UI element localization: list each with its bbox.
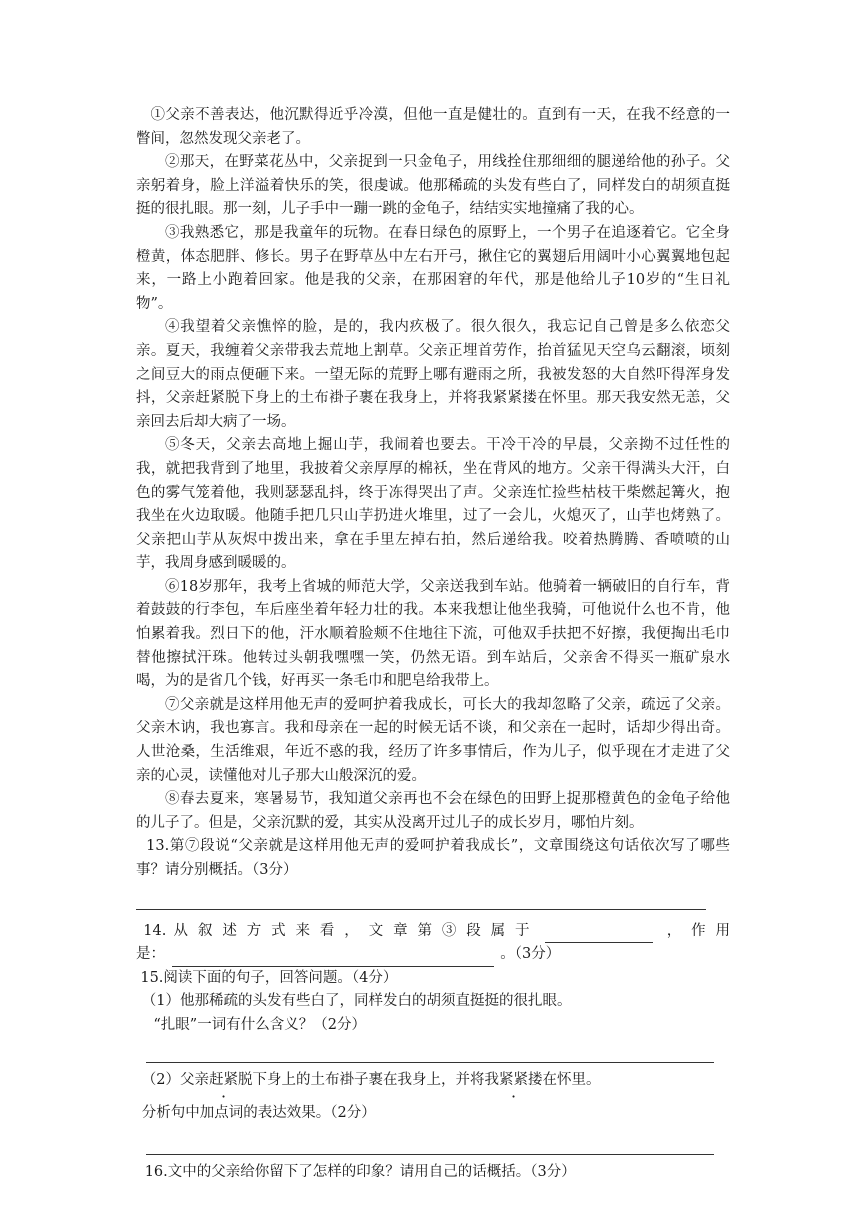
question-15-2-sentence — [136, 1069, 730, 1093]
paragraph-1: ①父亲不善表达，他沉默得近乎冷漠，但他一直是健壮的。直到有一天，在我不经意的一瞥间，忽然发现父亲老了。 — [136, 107, 730, 147]
question-15-2-question: 分析句中加点词的表达效果。（2分） — [141, 1105, 376, 1122]
paragraph-6: ⑥18岁那年，我考上省城的师范大学，父亲送我到车站。他骑着一辆破旧的自行车，背着鼓鼓的行李包，车后座坐着年轻力壮的我。本来我想让他坐我骑，可他说什么也不肯，他怕累着我。烈日下的他，汗水顺着脸颊不住地往下流，可他双手扶把不好擦，我便掏出毛巾替他擦拭汗珠。他转过头朝我嘿嘿一笑，仍然无语。到车站后，父亲舍不得买一瓶矿泉水喝，为的是省几个钱，好再买一条毛巾和肥皂给我带上。 — [136, 578, 730, 690]
question-14-text-4: 。（3分） — [500, 946, 561, 963]
question-15-2-post: 搂在怀里。 — [528, 1071, 601, 1088]
paragraph-7: ⑦父亲就是这样用他无声的爱呵护着我成长，可长大的我却忽略了父亲，疏远了父亲。父亲木讷，我也寡言。我和母亲在一起的时候无话不谈，和父亲在一起时，话却少得出奇。人世沧桑，生活维艰，年近不惑的我，经历了许多事情后，作为儿子，似乎现在才走进了父亲的心灵，读懂他对儿子那大山般深沉的爱。 — [136, 696, 730, 784]
paragraph-3: ③我熟悉它，那是我童年的玩物。在春日绿色的原野上，一个男子在追逐着它。它全身橙黄，体态肥胖、修长。男子在野草丛中左右开弓，揪住它的翼翅后用阔叶小心翼翼地包起来，一路上小跑着回家。他是我的父亲，在那困窘的年代，那是他给儿子10岁的“生日礼物”。 — [136, 224, 730, 312]
question-16: 16.文中的父亲给你留下了怎样的印象？请用自己的话概括。（3分） — [144, 1163, 576, 1180]
document-body — [136, 104, 730, 1184]
question-15-1-question: “扎眼”一词有什么含义？（2分） — [153, 1016, 366, 1033]
question-14-text-2: ， 作 用 — [666, 922, 731, 939]
question-15-2-mid: 脱下身上的土布褂子裹在我身上，并将我 — [238, 1071, 500, 1088]
dotted-word-1: 赶紧 — [209, 1071, 239, 1088]
paragraph-2: ②那天，在野菜花丛中，父亲捉到一只金龟子，用线拴住那细细的腿递给他的孙子。父亲躬着身，脸上洋溢着快乐的笑，很虔诚。他那稀疏的头发有些白了，同样发白的胡须直挺挺的很扎眼。那一刻，儿子手中一蹦一跳的金龟子，结结实实地撞痛了我的心。 — [136, 154, 730, 218]
answer-line-13[interactable] — [136, 891, 706, 910]
emphasis-dot-word-1 — [209, 1069, 238, 1093]
question-15-2-pre: （2）父亲 — [141, 1071, 210, 1088]
question-15-1-sentence: （1）他那稀疏的头发有些白了，同样发白的胡须直挺挺的很扎眼。 — [141, 993, 572, 1010]
dotted-word-2: 紧紧 — [499, 1071, 529, 1088]
paragraph-5: ⑤冬天，父亲去高地上掘山芋，我闹着也要去。干冷干冷的早晨，父亲拗不过任性的我，就把我背到了地里，我披着父亲厚厚的棉袄，坐在背风的地方。父亲干得满头大汗，白色的雾气笼着他，我则瑟瑟乱抖，终于冻得哭出了声。父亲连忙捡些枯枝干柴燃起篝火，抱我坐在火边取暖。他随手把几只山芋扔进火堆里，过了一会儿，火熄灭了，山芋也烤熟了。父亲把山芋从灰烬中拨出来，拿在手里左掉右拍，然后递给我。咬着热腾腾、香喷喷的山芋，我周身感到暖暖的。 — [136, 437, 730, 572]
emphasis-dot-word-2 — [499, 1069, 528, 1093]
paragraph-8: ⑧春去夏来，寒暑易节，我知道父亲再也不会在绿色的田野上捉那橙黄色的金龟子给他的儿子了。但是，父亲沉默的爱，其实从没离开过儿子的成长岁月，哪怕片刻。 — [136, 791, 730, 831]
question-15-title: 15.阅读下面的句子，回答问题。（4分） — [140, 969, 398, 986]
paragraph-4: ④我望着父亲憔悴的脸，是的，我内疚极了。很久很久，我忘记自己曾是多么依恋父亲。夏天，我缠着父亲带我去荒地上割草。父亲正埋首劳作，抬首猛见天空乌云翻滚，顷刻之间豆大的雨点便砸下来。一望无际的荒野上哪有避雨之所，我被发怒的大自然吓得浑身发抖，父亲赶紧脱下身上的土布褂子裹在我身上，并将我紧紧搂在怀里。那天我安然无恙，父亲回去后却大病了一场。 — [136, 319, 730, 430]
answer-line-15-2[interactable] — [146, 1136, 714, 1155]
question-14-text: 14. 从 叙 述 方 式 来 看 ， 文 章 第 ③ 段 属 于 — [143, 922, 533, 939]
question-14 — [136, 920, 730, 967]
answer-blank-14-type[interactable] — [545, 924, 653, 943]
question-14-text-3: 是： — [136, 946, 165, 963]
answer-line-15-1[interactable] — [146, 1044, 714, 1063]
question-13: 13.第⑦段说“父亲就是这样用他无声的爱呵护着我成长”，文章围绕这句话依次写了哪些事？请分别概括。（3分） — [136, 838, 730, 878]
answer-blank-14-effect[interactable] — [172, 948, 494, 967]
